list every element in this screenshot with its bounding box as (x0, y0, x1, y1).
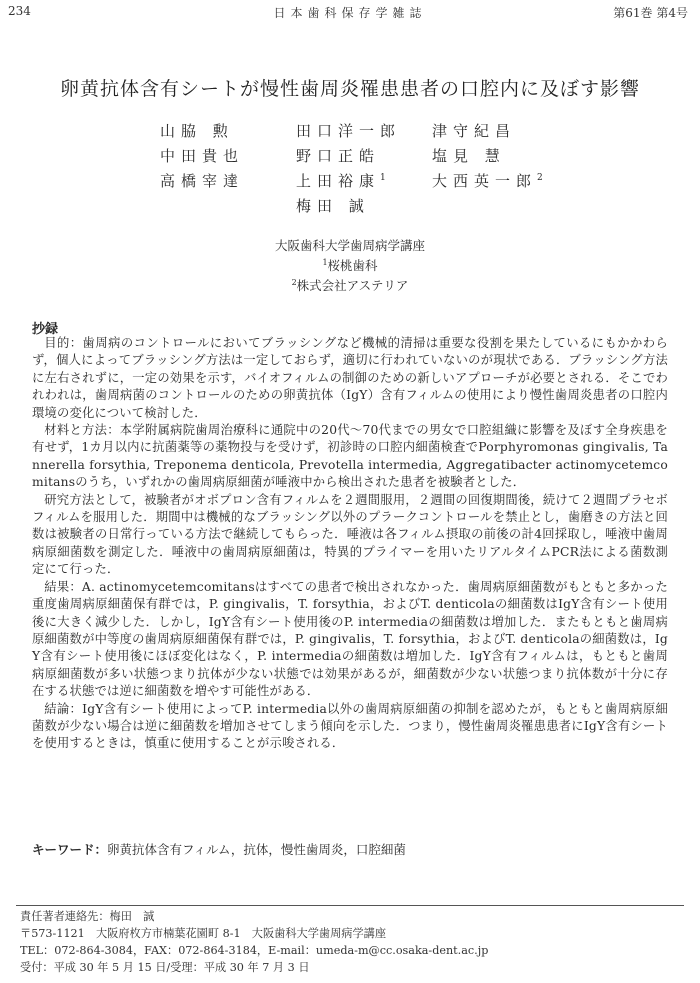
abstract-heading: 抄録 (32, 322, 59, 337)
affiliation-mark: 2 (537, 173, 543, 183)
author-ueda: 上田裕康$^1$ (296, 172, 386, 190)
author-row-2 (0, 145, 700, 167)
author-umeda: 梅田 誠 (296, 197, 370, 215)
footer-contact: TEL：072-864-3084，FAX：072-864-3184，E-mail：umeda-m@cc.osaka-dent.ac.jp (20, 944, 489, 957)
author-shiomi: 塩見 慧 (432, 147, 506, 165)
footer-dates: 受付：平成 30 年 5 月 15 日/受理：平成 30 年 7 月 3 日 (20, 961, 310, 974)
page-number: 234 (8, 4, 31, 18)
journal-name: 日本歯科保存学雑誌 (273, 6, 427, 20)
author-row-1 (0, 120, 700, 142)
author-nakata: 中田貴也 (160, 147, 245, 165)
author-noguchi: 野口正皓 (296, 147, 381, 165)
volume-issue: 第61巻 第4号 (613, 6, 688, 20)
abstract-results: 結果：A. actinomycetemcomitansはすべての患者で検出されなかった．歯周病原細菌数がもともと多かった重度歯周病原細菌保有群では，P. gingivalis，T. forsythia，およびT. denticolaの細菌数はIgY含有シート使用後に大きく減少した．しかし，IgY含有シート使用後のP. intermediaの細菌数は増加した．またもともと歯周病原細菌数が中等度の歯周病原細菌保有群では，P. gingivalis，T. forsythia，およびT. denticolaの細菌数は，IgY含有シート使用後にほぼ変化はなく，P. intermediaの細菌数は増加した．IgY含有フィルムは，もともと歯周病原細菌数が多い状態つまり抗体が少ない状態では効果があるが，細菌数が少ない状態つまり抗体数が十分に存在する状態では逆に細菌数を増やす可能性がある． (32, 579, 668, 699)
author-taguchi: 田口洋一郎 (296, 122, 402, 140)
abstract-body (32, 335, 668, 753)
author-yamawaki: 山脇 勲 (160, 122, 234, 140)
footer-address: 〒573-1121 大阪府枚方市楠葉花園町 8-1 大阪歯科大学歯周病学講座 (20, 927, 387, 940)
author-onishi: 大西英一郎$^2$ (432, 172, 543, 190)
keywords-label: キーワード： (32, 842, 108, 857)
correspondence-footer (20, 908, 488, 976)
author-takahashi: 高橋宰達 (160, 172, 245, 190)
footer-corresponding-author: 責任著者連絡先：梅田 誠 (20, 910, 155, 923)
abstract-conclusion: 結論：IgY含有シート使用によってP. intermedia以外の歯周病原細菌の抑制を認めたが，もともと歯周病原細菌数が少ない場合は逆に細菌数を増加させてしまう傾向を示した．つまり，慢性歯周炎罹患患者にIgY含有シートを使用するときは，慎重に使用することが示唆される． (32, 701, 668, 751)
author-row-3 (0, 170, 700, 192)
article-title: 卵黄抗体含有シートが慢性歯周炎罹患患者の口腔内に及ぼす影響 (59, 78, 640, 100)
footer-divider (16, 905, 684, 906)
affiliation-2: $^2$株式会社アステリア (291, 277, 409, 293)
abstract-methods: 材料と方法：本学附属病院歯周治療科に通院中の20代〜70代までの男女で口腔組織に影響を及ぼす全身疾患を有せず，1カ月以内に抗菌薬等の薬物投与を受けず，初診時の口腔内細菌検査でPorphyromonas gingivalis, Tannerella forsythia, Treponema denticola, Prevotella intermedia, Aggregatibacter actinomycetemcomitansのうち，いずれかの歯周病原細菌が唾液中から検出された患者を被験者とした． (32, 423, 668, 490)
affiliation-main: 大阪歯科大学歯周病学講座 (274, 238, 425, 253)
keywords (32, 840, 406, 858)
affiliation-mark: 1 (380, 173, 386, 183)
author-tsumori: 津守紀昌 (432, 122, 517, 140)
abstract-purpose: 目的：歯周病のコントロールにおいてブラッシングなど機械的清掃は重要な役割を果たしているにもかかわらず，個人によってブラッシング方法は一定しておらず，適切に行われていないのが現状である．ブラッシング方法に左右されずに，一定の効果を示す，バイオフィルムの制御のための新しいアプローチが必要とされる．そこでわれわれは，歯周病菌のコントロールのための卵黄抗体（IgY）含有フィルムの使用により慢性歯周炎患者の口腔内環境の変化について検討した． (32, 336, 668, 420)
abstract-study-design: 研究方法として，被験者がオボプロン含有フィルムを２週間服用，２週間の回復期間後，続けて２週間プラセボフィルムを服用した．期間中は機械的なブラッシング以外のプラークコントロールを禁止とし，歯磨きの方法と回数は被験者の日常行っている方法で継続してもらった．唾液は各フィルム摂取の前後の計4回採取し，唾液中歯周病原細菌数を測定した．唾液中の歯周病原細菌は，特異的プライマーを用いたリアルタイムPCR法による菌数測定にて行った． (32, 492, 668, 577)
author-row-4 (0, 195, 700, 217)
keywords-text: 卵黄抗体含有フィルム，抗体，慢性歯周炎，口腔細菌 (107, 842, 406, 857)
affiliation-1: $^1$桜桃歯科 (322, 257, 378, 273)
